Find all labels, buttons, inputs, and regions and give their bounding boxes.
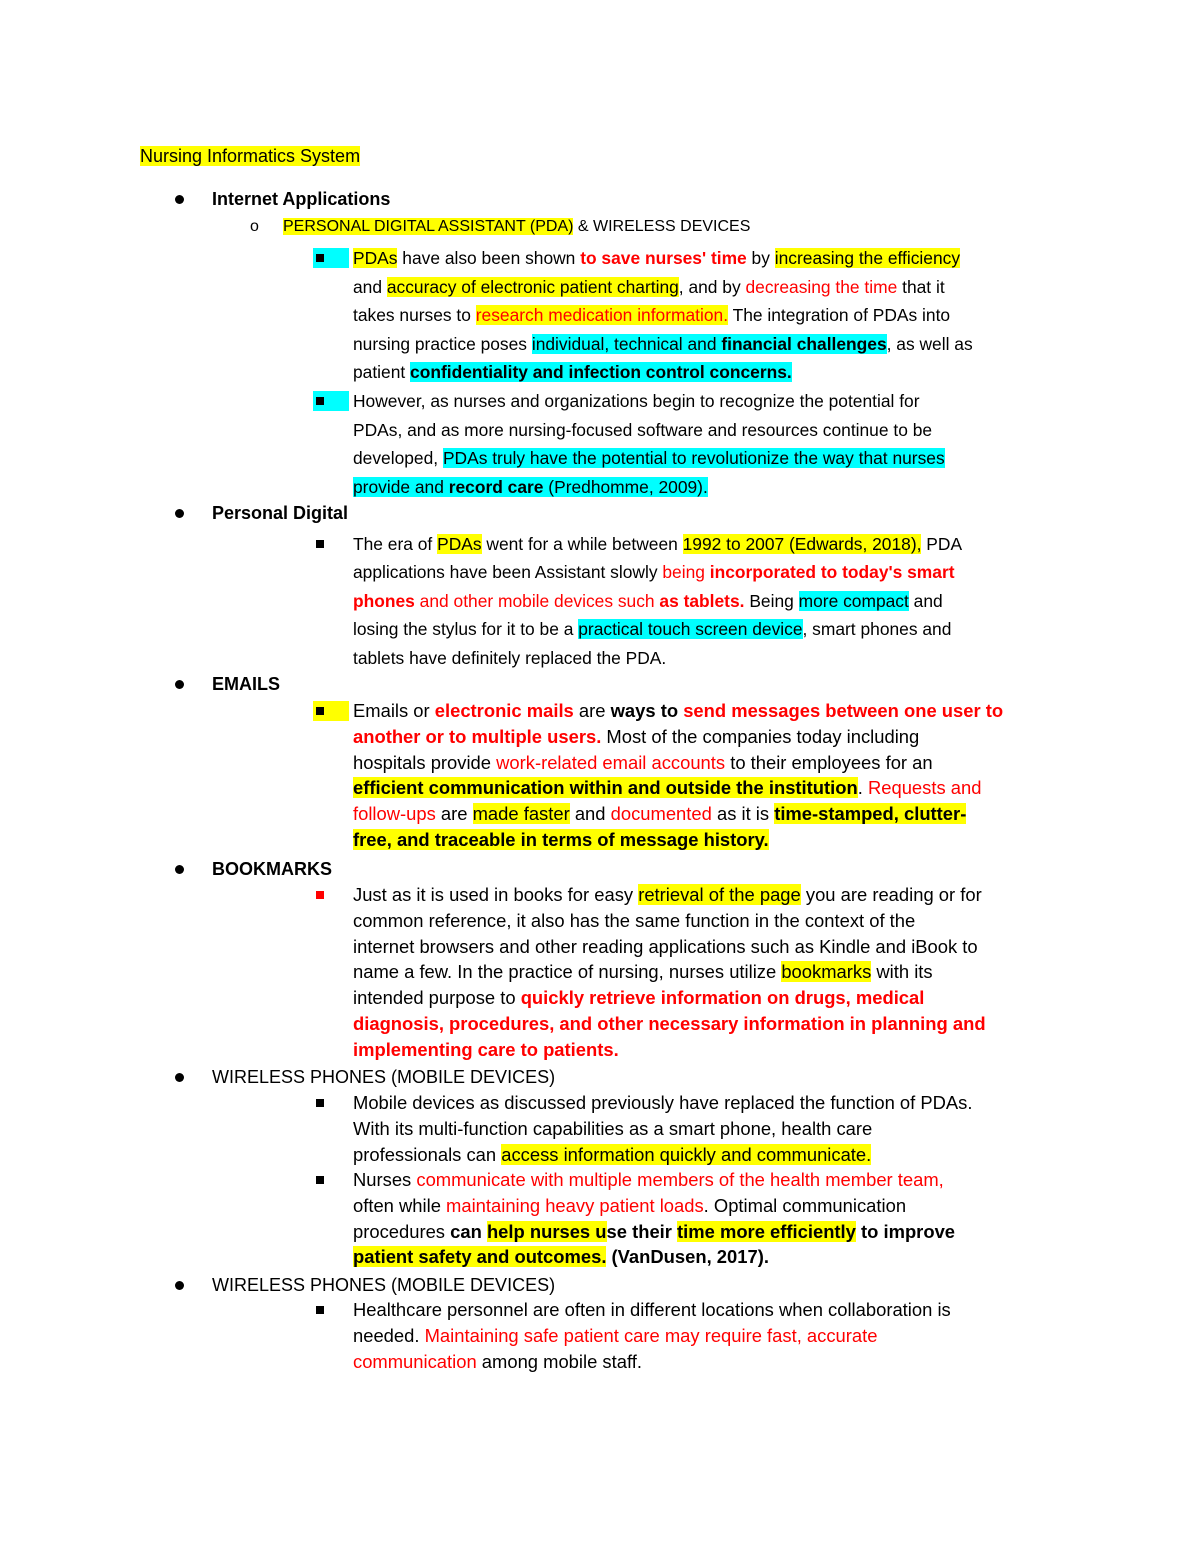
text-run: by — [746, 248, 775, 268]
text-run: PDAs — [437, 534, 482, 554]
sub-heading-rest: & WIRELESS DEVICES — [573, 218, 751, 235]
text-run: can — [450, 1220, 487, 1242]
text-line — [353, 330, 1053, 359]
text-run: as it is — [711, 803, 775, 825]
text-run: bookmarks — [781, 961, 872, 983]
bullet-dot — [175, 195, 184, 204]
text-run: intended purpose to — [353, 987, 521, 1009]
square-bullet — [316, 254, 324, 262]
text-run: Requests and — [867, 777, 982, 799]
text-line — [353, 358, 1053, 387]
text-run: made faster — [472, 803, 570, 825]
text-run: record care — [448, 476, 544, 497]
text-run: procedures — [353, 1220, 451, 1242]
text-run: send messages between one user to — [683, 700, 1004, 721]
text-run: are — [435, 803, 473, 825]
text-run: Healthcare personnel are often in different locations when collaboration is — [353, 1299, 951, 1320]
text-line — [353, 1244, 1053, 1270]
text-line — [353, 273, 1053, 302]
text-run: 1992 to 2007 (Edwards, 2018), — [682, 534, 922, 554]
text-run: often while — [353, 1194, 447, 1216]
text-run: and — [908, 590, 943, 611]
text-run: documented — [610, 803, 712, 825]
text-run: . — [857, 777, 868, 799]
text-run: ways to — [610, 700, 684, 721]
text-run: as tablets. — [659, 590, 745, 611]
text-line — [353, 1167, 1053, 1193]
text-run: phones — [353, 590, 415, 611]
text-run: PDAs, and as more nursing-focused software and resources continue to be — [353, 419, 933, 440]
text-run: Nurses — [353, 1169, 417, 1190]
text-run: individual — [531, 333, 605, 354]
text-run: implementing care to patients. — [353, 1038, 619, 1060]
text-run: PDA — [921, 534, 963, 554]
text-run: se their — [606, 1220, 678, 1242]
text-run: practical touch screen device — [578, 619, 803, 640]
text-run: , and by — [678, 276, 746, 297]
text-line — [353, 827, 1053, 853]
text-line — [353, 587, 1053, 615]
text-run: and other mobile devices such — [414, 590, 660, 611]
bullet-dot — [175, 865, 184, 874]
text-run: , smart phones and — [802, 619, 952, 640]
text-run: help nurses u — [486, 1220, 607, 1242]
text-run: name a few. In the practice of nursing, nurses utilize — [353, 961, 782, 983]
text-run: to save nurses' time — [580, 248, 747, 268]
text-run: financial challenges — [721, 333, 887, 354]
text-run: increasing the efficiency — [774, 248, 961, 268]
text-line — [353, 775, 1053, 801]
text-line — [353, 985, 1053, 1011]
text-run: efficient communication within and outside the institution — [353, 777, 858, 799]
text-run: diagnosis, procedures, and other necessary information in planning and — [353, 1012, 986, 1034]
text-run: tablets have definitely replaced the PDA. — [353, 647, 667, 668]
document-title — [140, 143, 360, 169]
square-bullet — [316, 1099, 324, 1107]
text-line — [353, 882, 1053, 908]
text-run: work-related email accounts — [496, 751, 726, 773]
text-line — [353, 530, 1053, 558]
section-heading: WIRELESS PHONES (MOBILE DEVICES) — [212, 1067, 556, 1087]
text-run: Nursing Informatics System — [140, 146, 361, 166]
text-run: With its multi-function capabilities as a smart phone, health care — [353, 1117, 873, 1139]
square-bullet — [316, 1176, 324, 1184]
text-run: Being — [744, 590, 799, 611]
text-line — [353, 473, 1053, 502]
text-run: . Optimal communication — [703, 1194, 907, 1216]
text-run: more compact — [798, 590, 909, 611]
text-line — [353, 959, 1053, 985]
text-run: The integration of PDAs into — [728, 305, 951, 326]
section-heading: EMAILS — [212, 674, 281, 694]
text-run: research medication information. — [475, 305, 729, 326]
text-run: developed, — [353, 448, 443, 469]
text-run: Maintaining safe patient care may require fast, accurate — [424, 1324, 878, 1346]
text-line — [353, 444, 1053, 473]
text-line — [353, 301, 1053, 330]
square-bullet — [316, 540, 324, 548]
section-heading: WIRELESS PHONES (MOBILE DEVICES) — [212, 1275, 556, 1295]
square-bullet — [316, 397, 324, 405]
text-run: retrieval of the page — [638, 884, 801, 905]
text-line — [353, 558, 1053, 586]
text-line — [353, 1142, 1053, 1168]
text-line — [353, 801, 1053, 827]
text-run: patient safety and outcomes. — [353, 1246, 607, 1268]
text-line — [353, 724, 1053, 750]
text-run: losing the stylus for it to be a — [353, 619, 579, 640]
text-run: are — [573, 700, 611, 721]
text-run: incorporated to today's smart — [709, 562, 955, 583]
text-run: However, as nurses and organizations begin to recognize the potential for — [353, 391, 920, 411]
square-bullet — [316, 707, 324, 715]
text-run: patient — [353, 362, 411, 383]
text-run: quickly retrieve information on drugs, medical — [520, 987, 925, 1009]
text-run: confidentiality and infection control concerns. — [410, 362, 792, 383]
text-run: Most of the companies today including — [601, 725, 920, 747]
text-run: and — [353, 276, 387, 297]
text-run: follow-ups — [353, 803, 436, 825]
text-line — [353, 615, 1053, 643]
text-run: professionals can — [353, 1143, 502, 1165]
text-run: , as well as — [886, 333, 973, 354]
square-bullet-red — [316, 891, 324, 899]
text-run: with its — [871, 961, 933, 983]
text-run: communicate with multiple members of the health member team, — [416, 1169, 944, 1190]
text-run: common reference, it also has the same function in the context of the — [353, 909, 916, 931]
text-line — [353, 1349, 1053, 1375]
text-run: maintaining heavy patient loads — [446, 1194, 704, 1216]
text-line — [353, 244, 1053, 273]
text-run: Mobile devices as discussed previously have replaced the function of PDAs. — [353, 1092, 973, 1113]
text-run: , technical and — [604, 333, 722, 354]
bullet-dot — [175, 1281, 184, 1290]
text-run: provide and — [353, 476, 449, 497]
text-run: applications have been Assistant slowly — [353, 562, 663, 583]
text-run: Just as it is used in books for easy — [353, 884, 639, 905]
text-line — [353, 1323, 1053, 1349]
bullet-dot — [175, 1073, 184, 1082]
text-run: have also been shown — [397, 248, 581, 268]
text-run: that it — [897, 276, 945, 297]
text-run: hospitals provide — [353, 751, 497, 773]
section-heading: Internet Applications — [212, 189, 391, 209]
bullet-dot — [175, 680, 184, 689]
text-run: needed. — [353, 1324, 425, 1346]
section-heading: Personal Digital — [212, 503, 349, 523]
text-run: and — [569, 803, 611, 825]
text-run: to their employees for an — [725, 751, 933, 773]
text-run: Emails or — [353, 700, 435, 721]
text-run: (VanDusen, 2017). — [606, 1246, 769, 1268]
text-run: free, and traceable in terms of message history. — [353, 828, 769, 850]
text-run: access information quickly and communicate. — [501, 1143, 872, 1165]
text-run: takes nurses to — [353, 305, 476, 326]
text-run: time-stamped, clutter- — [774, 803, 967, 825]
text-line — [353, 1193, 1053, 1219]
section-heading: BOOKMARKS — [212, 859, 332, 879]
text-run: to improve — [855, 1220, 956, 1242]
text-run: accuracy of electronic patient charting — [386, 276, 679, 297]
text-run: electronic mails — [434, 700, 574, 721]
text-run: (Predhomme, 2009). — [543, 476, 708, 497]
text-line — [353, 698, 1053, 724]
text-run: went for a while between — [481, 534, 683, 554]
square-bullet — [316, 1306, 324, 1314]
text-run: PDAs truly have the potential to revolutionize the way that nurses — [442, 448, 945, 469]
text-run: time more efficiently — [677, 1220, 856, 1242]
sub-heading-highlight: PERSONAL DIGITAL ASSISTANT (PDA) — [283, 218, 574, 235]
text-line — [353, 1219, 1053, 1245]
text-run: you are reading or for — [800, 884, 982, 905]
bullet-dot — [175, 509, 184, 518]
text-run: another or to multiple users. — [353, 725, 602, 747]
text-run: decreasing the time — [745, 276, 898, 297]
text-run: being — [662, 562, 710, 583]
text-run: nursing practice poses — [353, 333, 532, 354]
text-line — [353, 750, 1053, 776]
text-run: internet browsers and other reading applications such as Kindle and iBook to — [353, 935, 978, 957]
text-run: among mobile staff. — [476, 1350, 642, 1372]
circle-bullet: o — [250, 218, 259, 235]
text-run: communication — [353, 1350, 477, 1372]
text-run: PDAs — [353, 248, 398, 268]
text-run: The era of — [353, 534, 438, 554]
